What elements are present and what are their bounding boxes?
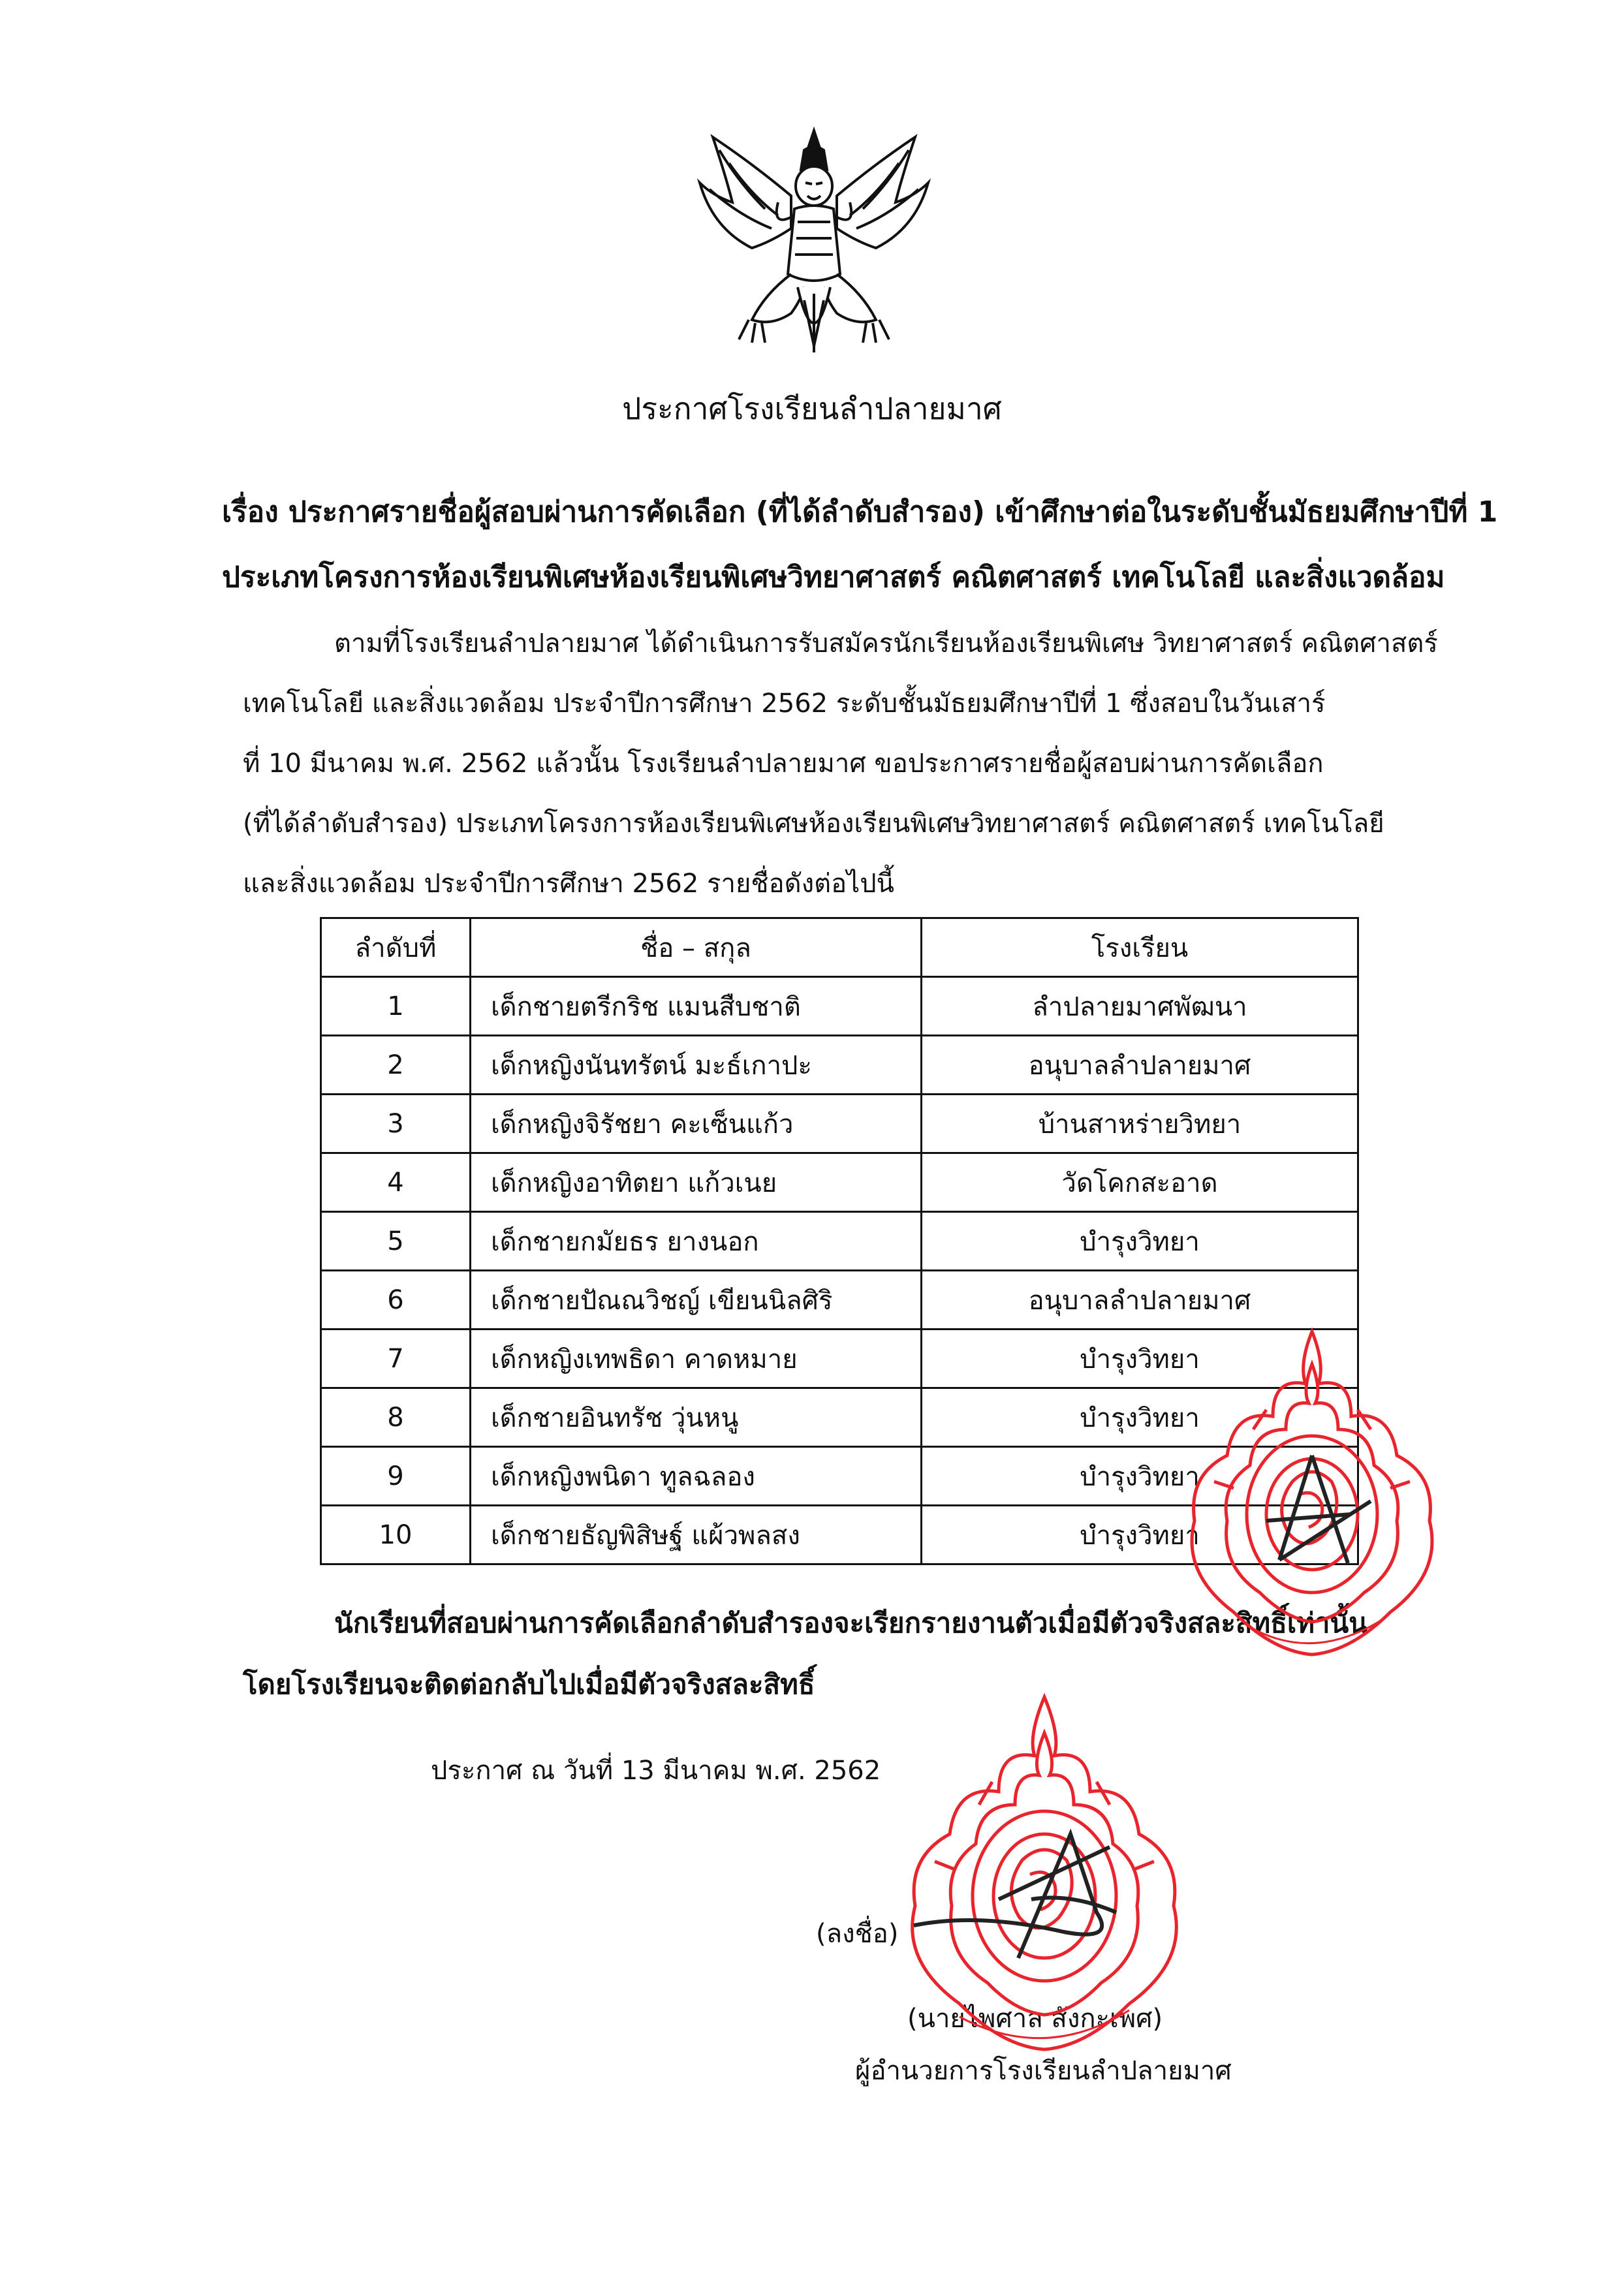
- row-school: บำรุงวิทยา: [922, 1506, 1358, 1564]
- row-school: บำรุงวิทยา: [922, 1212, 1358, 1271]
- school-seal-stamp: [1175, 1325, 1449, 1664]
- row-school: วัดโคกสะอาด: [922, 1153, 1358, 1212]
- subject-block: [222, 480, 1498, 610]
- col-header-school: โรงเรียน: [922, 918, 1358, 977]
- body-line-1: ตามที่โรงเรียนลำปลายมาศ ได้ดำเนินการรับสมัครนักเรียนห้องเรียนพิเศษ วิทยาศาสตร์ คณิตศาสตร์: [334, 629, 1438, 659]
- body-paragraph: [243, 614, 1437, 914]
- table-row: [321, 1095, 1358, 1153]
- body-line-2: เทคโนโลยี และสิ่งแวดล้อม ประจำปีการศึกษา 2562 ระดับชั้นมัธยมศึกษาปีที่ 1 ซึ่งสอบในวันเสาร์: [243, 689, 1326, 719]
- row-school: บ้านสาหร่ายวิทยา: [922, 1095, 1358, 1153]
- row-name: เด็กชายธัญพิสิษฐ์ แผ้วพลสง: [471, 1506, 922, 1564]
- row-number: 5: [321, 1212, 471, 1271]
- row-name: เด็กหญิงจิรัชยา คะเซ็นแก้ว: [471, 1095, 922, 1153]
- row-number: 7: [321, 1330, 471, 1388]
- col-header-number: ลำดับที่: [321, 918, 471, 977]
- table-row: [321, 1212, 1358, 1271]
- row-number: 9: [321, 1447, 471, 1506]
- body-line-3: ที่ 10 มีนาคม พ.ศ. 2562 แล้วนั้น โรงเรียนลำปลายมาศ ขอประกาศรายชื่อผู้สอบผ่านการคัดเลือก: [243, 749, 1324, 779]
- row-name: เด็กชายตรีกริช แมนสืบชาติ: [471, 977, 922, 1036]
- row-number: 10: [321, 1506, 471, 1564]
- signer-name: (นายไพศาล สังกะเพศ): [907, 2004, 1163, 2034]
- row-name: เด็กหญิงนันทรัตน์ มะธ์เกาปะ: [471, 1036, 922, 1095]
- row-school: บำรุงวิทยา: [922, 1447, 1358, 1506]
- table-row: [321, 977, 1358, 1036]
- row-number: 8: [321, 1388, 471, 1447]
- row-school: บำรุงวิทยา: [922, 1330, 1358, 1388]
- table-header-row: [321, 918, 1358, 977]
- row-number: 6: [321, 1271, 471, 1330]
- row-name: เด็กหญิงอาทิตยา แก้วเนย: [471, 1153, 922, 1212]
- row-number: 2: [321, 1036, 471, 1095]
- table-row: [321, 1036, 1358, 1095]
- row-name: เด็กหญิงพนิดา ทูลฉลอง: [471, 1447, 922, 1506]
- row-number: 4: [321, 1153, 471, 1212]
- table-row: [321, 1153, 1358, 1212]
- row-school: อนุบาลลำปลายมาศ: [922, 1036, 1358, 1095]
- subject-line-2: ประเภทโครงการห้องเรียนพิเศษห้องเรียนพิเศษวิทยาศาสตร์ คณิตศาสตร์ เทคโนโลยี และสิ่งแวดล้อม: [222, 561, 1445, 594]
- row-name: เด็กชายกมัยธร ยางนอก: [471, 1212, 922, 1271]
- subject-line-1: เรื่อง ประกาศรายชื่อผู้สอบผ่านการคัดเลือก (ที่ได้ลำดับสำรอง) เข้าศึกษาต่อในระดับชั้นมัธยมศึกษาปีที่ 1: [222, 495, 1498, 529]
- note-line-1: นักเรียนที่สอบผ่านการคัดเลือกลำดับสำรองจะเรียกรายงานตัวเมื่อมีตัวจริงสละสิทธิ์เท่านั้น: [334, 1607, 1367, 1639]
- col-header-name: ชื่อ – สกุล: [471, 918, 922, 977]
- director-signature: [901, 1821, 1175, 1971]
- table-row: [321, 1271, 1358, 1330]
- note-line-2: โดยโรงเรียนจะติดต่อกลับไปเมื่อมีตัวจริงสละสิทธิ์: [243, 1668, 815, 1700]
- body-line-4: (ที่ได้ลำดับสำรอง) ประเภทโครงการห้องเรียนพิเศษห้องเรียนพิเศษวิทยาศาสตร์ คณิตศาสตร์ เทคโนโลยี: [243, 809, 1384, 839]
- announcement-title: ประกาศโรงเรียนลำปลายมาศ: [622, 391, 1002, 426]
- row-number: 3: [321, 1095, 471, 1153]
- row-school: บำรุงวิทยา: [922, 1388, 1358, 1447]
- row-name: เด็กชายอินทรัช วุ่นหนู: [471, 1388, 922, 1447]
- body-line-5: และสิ่งแวดล้อม ประจำปีการศึกษา 2562 รายชื่อดังต่อไปนี้: [243, 869, 894, 899]
- row-school: ลำปลายมาศพัฒนา: [922, 977, 1358, 1036]
- announce-date: ประกาศ ณ วันที่ 13 มีนาคม พ.ศ. 2562: [431, 1756, 881, 1786]
- row-name: เด็กชายปัณณวิชญ์ เขียนนิลศิริ: [471, 1271, 922, 1330]
- signature-label: (ลงชื่อ): [816, 1919, 899, 1949]
- garuda-emblem: [693, 124, 935, 372]
- signer-title: ผู้อำนวยการโรงเรียนลำปลายมาศ: [855, 2056, 1232, 2086]
- row-number: 1: [321, 977, 471, 1036]
- row-school: อนุบาลลำปลายมาศ: [922, 1271, 1358, 1330]
- row-name: เด็กหญิงเทพธิดา คาดหมาย: [471, 1330, 922, 1388]
